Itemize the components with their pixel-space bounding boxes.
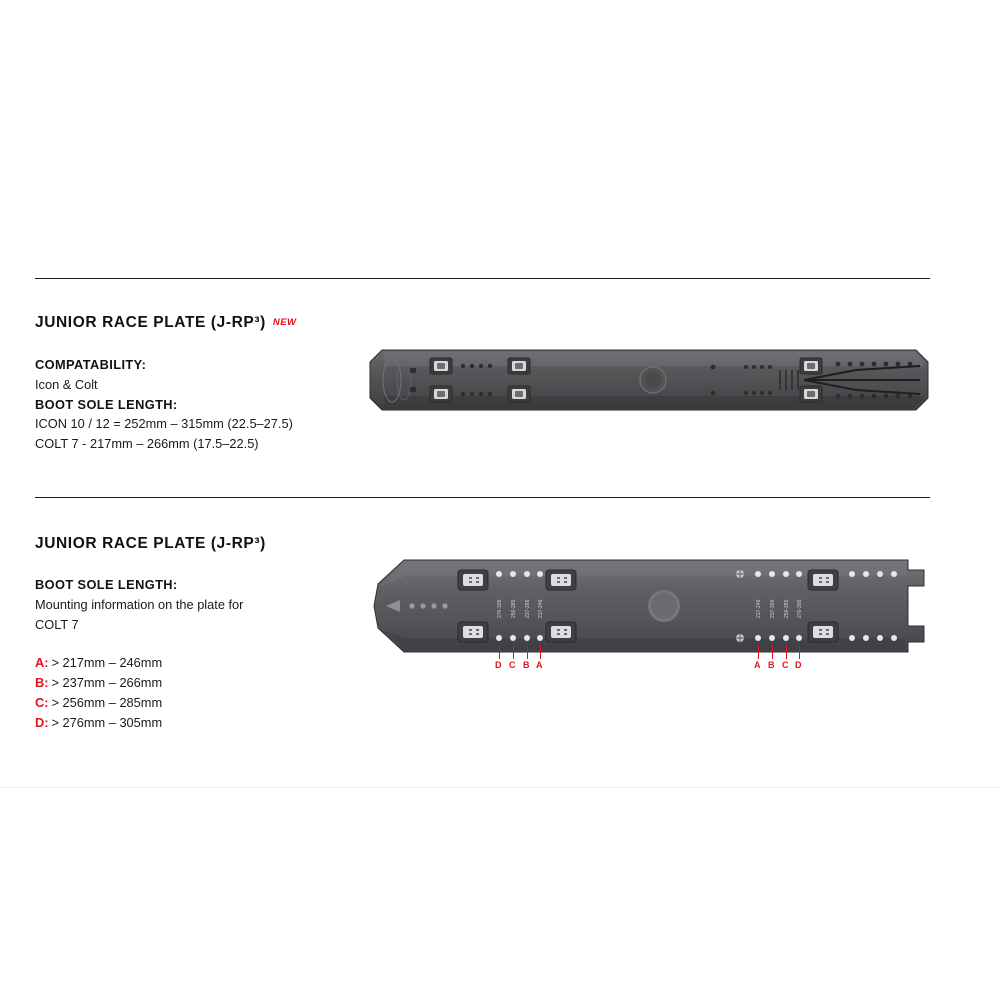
spec-colt-line: COLT 7 - 217mm – 266mm (17.5–22.5) — [35, 436, 259, 451]
svg-text:256-285: 256-285 — [511, 599, 517, 618]
section-title-new — [35, 314, 297, 332]
svg-text:276-305: 276-305 — [497, 599, 503, 618]
callout-letter-front-a: A — [536, 660, 543, 670]
boot-sole-length-label-1: BOOT SOLE LENGTH: — [35, 397, 178, 412]
new-badge: NEW — [272, 317, 297, 328]
boot-sole-length-label-2: BOOT SOLE LENGTH: — [35, 577, 178, 592]
callout-line-front-c — [513, 645, 514, 659]
callout-line-front-a — [540, 645, 541, 659]
range-value-d: > 276mm – 305mm — [51, 715, 163, 730]
callout-line-rear-c — [786, 645, 787, 659]
range-list — [35, 655, 162, 735]
race-plate-svg-bottom — [368, 556, 930, 656]
divider-middle — [35, 497, 930, 498]
callout-line-front-b — [527, 645, 528, 659]
race-plate-diagram-top — [368, 340, 930, 420]
svg-text:217-246: 217-246 — [538, 599, 544, 618]
callout-letter-front-c: C — [509, 660, 516, 670]
callout-letter-front-b: B — [523, 660, 530, 670]
callout-letter-rear-d: D — [795, 660, 802, 670]
mounting-info-line-2: COLT 7 — [35, 617, 79, 632]
range-value-b: > 237mm – 266mm — [51, 675, 163, 690]
svg-text:256-285: 256-285 — [784, 599, 790, 618]
compatability-value: Icon & Colt — [35, 377, 98, 392]
callout-line-front-d — [499, 645, 500, 659]
svg-text:276-305: 276-305 — [797, 599, 803, 618]
callout-group — [368, 645, 930, 675]
section-title-standard — [35, 535, 266, 553]
svg-text:237-266: 237-266 — [770, 599, 776, 618]
divider-faint-bottom — [0, 787, 1000, 788]
race-plate-svg-top — [368, 340, 930, 420]
mounting-info-line-1: Mounting information on the plate for — [35, 597, 244, 612]
range-key-b: B: — [35, 675, 49, 690]
svg-text:217-246: 217-246 — [756, 599, 762, 618]
callout-line-rear-b — [772, 645, 773, 659]
range-row-d — [35, 715, 162, 735]
range-row-b — [35, 675, 162, 695]
spec-icon-line: ICON 10 / 12 = 252mm – 315mm (22.5–27.5) — [35, 416, 293, 431]
section-title-new-text: JUNIOR RACE PLATE (J-RP³) — [35, 314, 266, 331]
range-row-a — [35, 655, 162, 675]
callout-line-rear-a — [758, 645, 759, 659]
range-key-a: A: — [35, 655, 49, 670]
callout-letter-rear-c: C — [782, 660, 789, 670]
callout-line-rear-d — [799, 645, 800, 659]
range-key-d: D: — [35, 715, 49, 730]
range-value-a: > 217mm – 246mm — [51, 655, 163, 670]
callout-letter-rear-b: B — [768, 660, 775, 670]
callout-letter-front-d: D — [495, 660, 502, 670]
race-plate-diagram-bottom — [368, 556, 930, 656]
section-title-standard-text: JUNIOR RACE PLATE (J-RP³) — [35, 535, 266, 552]
divider-top — [35, 278, 930, 279]
svg-text:237-266: 237-266 — [525, 599, 531, 618]
range-key-c: C: — [35, 695, 49, 710]
compatability-label: COMPATABILITY: — [35, 357, 147, 372]
callout-letter-rear-a: A — [754, 660, 761, 670]
range-row-c — [35, 695, 162, 715]
range-value-c: > 256mm – 285mm — [51, 695, 163, 710]
